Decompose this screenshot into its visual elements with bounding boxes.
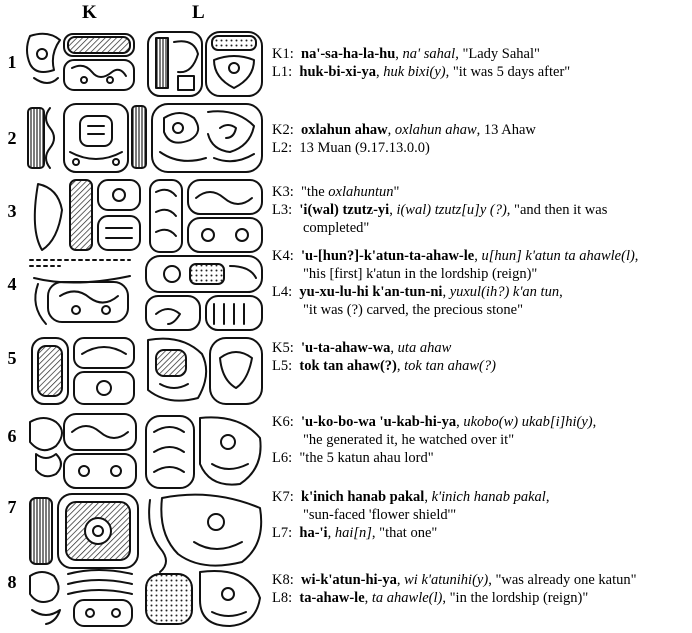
- reading: i(wal) tzutz[u]y (?): [396, 202, 507, 218]
- gloss: , "in the lordship (reign)": [442, 590, 589, 606]
- annotation-row-1: [272, 45, 570, 81]
- gloss: ,: [545, 489, 550, 505]
- glyph-tag: L3:: [272, 202, 293, 218]
- gloss: ,: [634, 248, 639, 264]
- transliteration: ha-'i: [299, 525, 328, 541]
- reading: oxlahun ahaw: [394, 122, 477, 138]
- separator: ,: [390, 340, 398, 356]
- glyph-tag: K6:: [272, 414, 294, 430]
- gloss: , "was already one katun": [488, 572, 637, 588]
- glyph-k4: [30, 260, 130, 324]
- annotation-line: [272, 247, 638, 265]
- row-number: 6: [7, 426, 17, 446]
- glyph-k2: [28, 104, 146, 172]
- maya-glyph-columns-illustration: [24, 28, 268, 630]
- gloss: , "and then it was: [506, 202, 608, 218]
- row-number: 5: [7, 348, 17, 368]
- annotation-row-5: [272, 339, 496, 375]
- annotation-line: [272, 357, 496, 375]
- column-header-k: K: [82, 2, 97, 23]
- separator: ,: [396, 358, 405, 374]
- transliteration: na'-sa-ha-la-hu: [301, 46, 396, 62]
- separator: ,: [395, 46, 403, 62]
- glyph-tag: L8:: [272, 590, 293, 606]
- annotation-line: [272, 589, 637, 607]
- gloss: , "it was 5 days after": [445, 64, 571, 80]
- separator: ,: [442, 284, 450, 300]
- row-number: 2: [7, 128, 17, 148]
- reading: na' sahal: [402, 46, 456, 62]
- gloss: , "Lady Sahal": [455, 46, 540, 62]
- annotation-row-6: [272, 413, 596, 467]
- separator: ,: [424, 489, 432, 505]
- annotation-line: "his [first] k'atun in the lordship (reign)": [303, 266, 538, 282]
- transliteration: ta-ahaw-le: [299, 590, 365, 606]
- annotation-row-2: [272, 121, 536, 157]
- transliteration: 'u-ta-ahaw-wa: [301, 340, 391, 356]
- separator: ,: [474, 248, 482, 264]
- annotation-row-3: [272, 183, 607, 237]
- glyph-tag: K8:: [272, 572, 294, 588]
- reading: wi k'atunihi(y): [404, 572, 489, 588]
- separator: ,: [396, 572, 405, 588]
- reading: yuxul(ih?) k'an tun: [449, 284, 560, 300]
- separator: ,: [375, 64, 384, 80]
- separator: ,: [389, 202, 397, 218]
- glyph-tag: L2:: [272, 140, 293, 156]
- annotation-line: "he generated it, he watched over it": [303, 432, 515, 448]
- row-number: 4: [7, 274, 17, 294]
- gloss: ,: [592, 414, 597, 430]
- gloss: ,: [559, 284, 563, 300]
- transliteration: tok tan ahaw(?): [299, 358, 397, 374]
- transliteration: 'u-[hun?]-k'atun-ta-ahaw-le: [301, 248, 475, 264]
- annotation-row-7: [272, 488, 549, 542]
- gloss: , 13 Ahaw: [476, 122, 536, 138]
- gloss: ": [393, 184, 400, 200]
- glyph-tag: K4:: [272, 248, 294, 264]
- gloss-prefix: "the: [301, 184, 329, 200]
- glyph-tag: L1:: [272, 64, 293, 80]
- annotation-line: "it was (?) carved, the precious stone": [303, 302, 523, 318]
- glyph-tag: L4:: [272, 284, 293, 300]
- glyph-l6: [146, 416, 261, 488]
- annotation-line: completed": [303, 220, 370, 236]
- transliteration: k'inich hanab pakal: [301, 489, 425, 505]
- gloss: , "that one": [371, 525, 438, 541]
- row-number: 3: [7, 201, 17, 221]
- annotation-row-4: [272, 247, 638, 319]
- glyph-l4: [146, 256, 262, 330]
- glyph-k7: [30, 494, 138, 568]
- annotation-line: [272, 488, 549, 506]
- glyph-k3: [35, 180, 140, 250]
- glyph-tag: L7:: [272, 525, 293, 541]
- gloss: "the 5 katun ahau lord": [299, 450, 434, 466]
- glyph-l8: [146, 571, 260, 626]
- transliteration: 'u-ko-bo-wa 'u-kab-hi-ya: [301, 414, 457, 430]
- glyph-l3: [150, 180, 262, 252]
- annotation-line: [272, 63, 570, 81]
- glyph-l5: [148, 338, 262, 404]
- transliteration: yu-xu-lu-hi k'an-tun-ni: [299, 284, 443, 300]
- glyph-k8: [30, 570, 132, 626]
- reading: k'inich hanab pakal: [431, 489, 546, 505]
- reading: hai[n]: [334, 525, 372, 541]
- gloss: 13 Muan (9.17.13.0.0): [299, 140, 430, 156]
- annotation-line: [272, 524, 549, 542]
- row-number: 8: [7, 572, 17, 592]
- glyph-tag: K1:: [272, 46, 294, 62]
- separator: ,: [327, 525, 335, 541]
- annotation-line: [272, 139, 536, 157]
- separator: ,: [387, 122, 395, 138]
- annotation-line: "sun-faced 'flower shield'": [303, 507, 457, 523]
- annotation-line: [272, 449, 596, 467]
- glyph-l1: [148, 32, 262, 96]
- glyph-tag: K5:: [272, 340, 294, 356]
- reading: huk bixi(y): [383, 64, 446, 80]
- separator: ,: [456, 414, 464, 430]
- glyph-tag: K7:: [272, 489, 294, 505]
- annotation-line: [272, 571, 637, 589]
- glyph-k1: [27, 34, 134, 90]
- annotation-line: [272, 339, 496, 357]
- separator: ,: [364, 590, 372, 606]
- annotation-line: [272, 283, 638, 301]
- transliteration: 'i(wal) tzutz-yi: [299, 202, 390, 218]
- transliteration: wi-k'atun-hi-ya: [301, 572, 397, 588]
- annotation-line: [272, 121, 536, 139]
- transliteration: huk-bi-xi-ya: [299, 64, 376, 80]
- glyph-l2: [152, 104, 262, 172]
- glyph-k6: [30, 414, 136, 488]
- reading: u[hun] k'atun ta ahawle(l): [481, 248, 635, 264]
- glyph-tag: K2:: [272, 122, 294, 138]
- transliteration: oxlahun ahaw: [301, 122, 388, 138]
- glyph-tag: L6:: [272, 450, 293, 466]
- glyph-k5: [32, 338, 134, 404]
- annotation-row-8: [272, 571, 637, 607]
- glyph-tag: L5:: [272, 358, 293, 374]
- glyph-tag: K3:: [272, 184, 294, 200]
- annotation-line: [272, 183, 607, 201]
- annotation-line: [272, 201, 607, 219]
- reading: ukobo(w) ukab[i]hi(y): [463, 414, 593, 430]
- annotation-line: [272, 413, 596, 431]
- reading: uta ahaw: [397, 340, 452, 356]
- row-number: 1: [7, 52, 17, 72]
- glyph-l7: [149, 495, 261, 572]
- reading: ta ahawle(l): [371, 590, 443, 606]
- annotation-line: [272, 45, 570, 63]
- reading: tok tan ahaw(?): [404, 358, 496, 374]
- column-header-l: L: [192, 2, 205, 23]
- reading: oxlahuntun: [328, 184, 394, 200]
- row-number: 7: [7, 497, 17, 517]
